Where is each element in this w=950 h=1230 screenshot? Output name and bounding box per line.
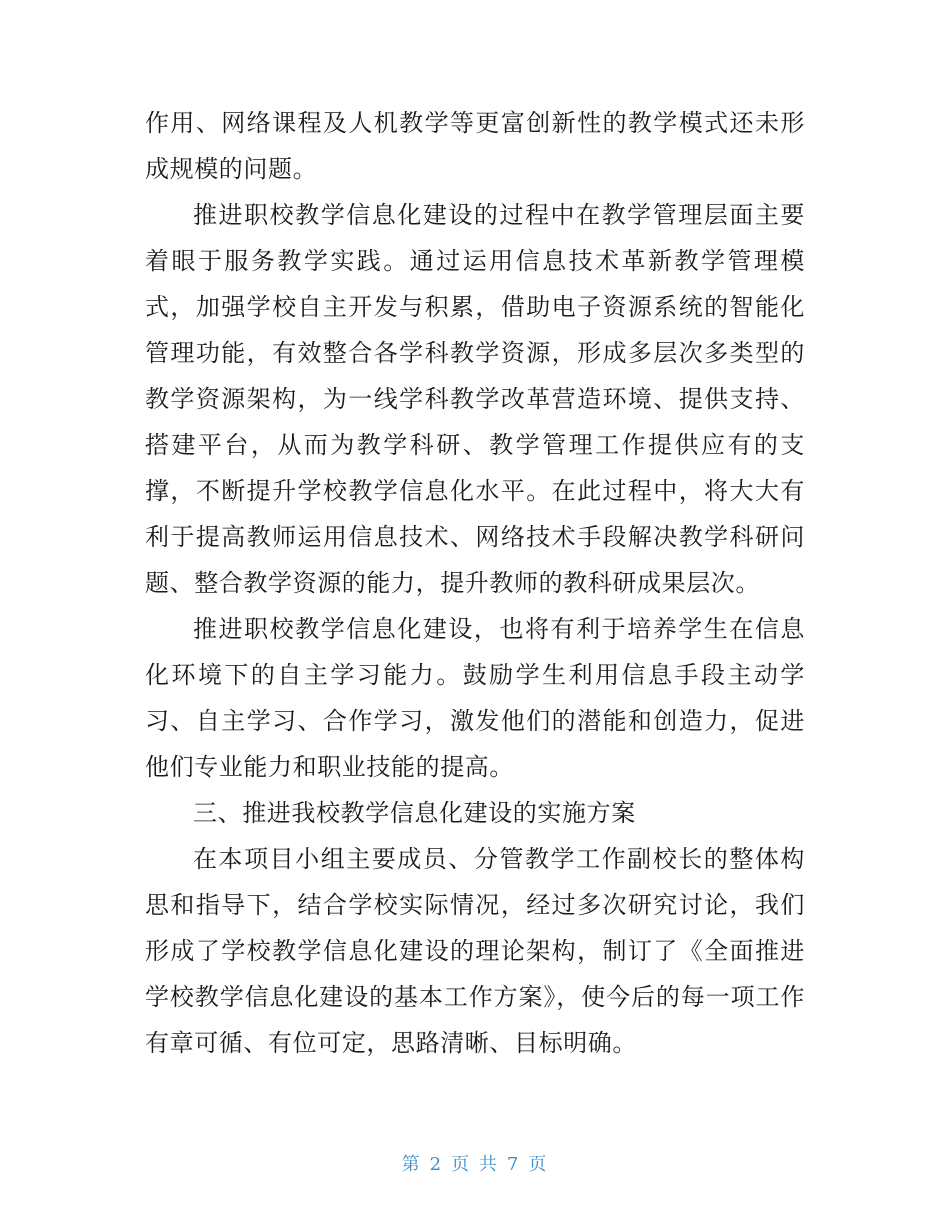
paragraph-student-learning: 推进职校教学信息化建设，也将有利于培养学生在信息化环境下的自主学习能力。鼓励学生利用信息手段主动学习、自主学习、合作学习，激发他们的潜能和创造力，促进他们专业能力和职业技能的提高。 bbox=[145, 615, 805, 781]
section-heading: 三、推进我校教学信息化建设的实施方案 bbox=[193, 799, 636, 827]
paragraph-implementation-plan: 在本项目小组主要成员、分管教学工作副校长的整体构思和指导下，结合学校实际情况，经过多次研究讨论，我们形成了学校教学信息化建设的理论架构，制订了《全面推进学校教学信息化建设的基本工作方案》，使今后的每一项工作有章可循、有位可定，思路清晰、目标明确。 bbox=[145, 845, 805, 1057]
footer-total-pages: 7 bbox=[506, 1154, 521, 1175]
paragraph-teaching-management: 推进职校教学信息化建设的过程中在教学管理层面主要着眼于服务教学实践。通过运用信息技术革新教学管理模式，加强学校自主开发与积累，借助电子资源系统的智能化管理功能，有效整合各学科教学资源，形成多层次多类型的教学资源架构，为一线学科教学改革营造环境、提供支持、搭建平台，从而为教学科研、教学管理工作提供应有的支撑，不断提升学校教学信息化水平。在此过程中，将大大有利于提高教师运用信息技术、网络技术手段解决教学科研问题、整合教学资源的能力，提升教师的教科研成果层次。 bbox=[145, 201, 805, 597]
footer-suffix: 页 bbox=[528, 1154, 549, 1175]
page-number-footer bbox=[0, 1150, 950, 1176]
footer-page-number: 2 bbox=[429, 1154, 444, 1175]
paragraph-continuation: 作用、网络课程及人机教学等更富创新性的教学模式还未形成规模的问题。 bbox=[145, 109, 805, 183]
footer-prefix: 第 bbox=[401, 1154, 422, 1175]
footer-middle: 页 共 bbox=[451, 1154, 499, 1175]
document-body bbox=[145, 100, 805, 1066]
